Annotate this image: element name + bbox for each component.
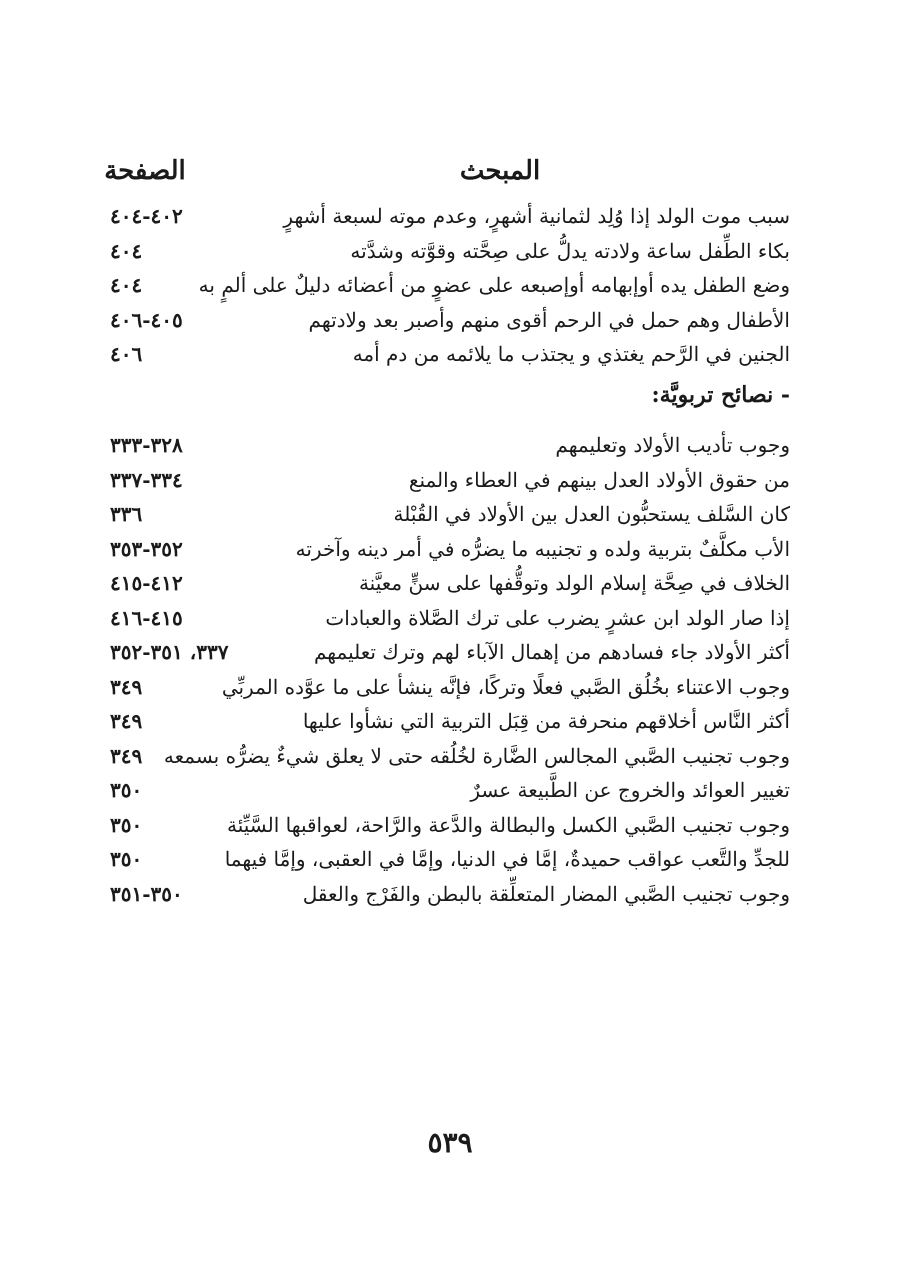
index-topic: الجنين في الرَّحم يغتذي و يجتذب ما يلائمه من دم أمه bbox=[352, 342, 790, 366]
index-list-educational bbox=[110, 428, 790, 911]
index-topic: من حقوق الأولاد العدل بينهم في العطاء والمنع bbox=[408, 467, 790, 492]
index-topic: كان السَّلف يستحبُّون العدل بين الأولاد في القُبْلة bbox=[393, 502, 790, 526]
index-pages: ٤١٥-٤١٦ bbox=[110, 605, 183, 630]
section-title: - نصائح تربويَّة: bbox=[651, 382, 790, 408]
index-pages: ٣٢٨-٣٣٣ bbox=[110, 433, 183, 457]
index-topic: سبب موت الولد إذا وُلِد لثمانية أشهرٍ، وعدم موته لسبعة أشهرٍ bbox=[283, 204, 790, 228]
index-row bbox=[110, 428, 790, 463]
index-topic: الأب مكلَّفٌ بتربية ولده و تجنيبه ما يضرُّه في أمر دينه وآخرته bbox=[295, 536, 790, 561]
index-topic: وجوب تجنيب الصَّبي الكسل والبطالة والدَّعة والرَّاحة، لعواقبها السَّيِّئة bbox=[227, 812, 790, 837]
index-row bbox=[110, 463, 790, 498]
index-pages: ٣٥٠ bbox=[110, 778, 143, 802]
index-pages: ٣٥٠-٣٥١ bbox=[110, 881, 183, 906]
index-pages: ٤٠٦ bbox=[110, 342, 143, 366]
index-topic: وجوب تجنيب الصَّبي المجالس الضَّارة لخُلُقه حتى لا يعلق شيءٌ يضرُّه بسمعه bbox=[163, 743, 790, 768]
index-row bbox=[110, 842, 790, 877]
index-pages: ٣٥٠ bbox=[110, 812, 143, 837]
index-list-medical bbox=[110, 199, 790, 372]
index-row bbox=[110, 670, 790, 705]
index-pages: ٤٠٤ bbox=[110, 273, 143, 297]
index-topic: إذا صار الولد ابن عشرٍ يضرب على ترك الصَّلاة والعبادات bbox=[325, 605, 790, 630]
index-pages: ٣٤٩ bbox=[110, 709, 143, 733]
index-row bbox=[110, 808, 790, 843]
column-header-topic: المبحث bbox=[459, 156, 541, 186]
index-pages: ٣٤٩ bbox=[110, 743, 143, 768]
index-row bbox=[110, 497, 790, 532]
index-row bbox=[110, 303, 790, 338]
index-row bbox=[110, 234, 790, 269]
index-pages: ٣٣٧، ٣٥١-٣٥٢ bbox=[110, 640, 229, 664]
index-pages: ٣٥٢-٣٥٣ bbox=[110, 536, 183, 561]
index-topic: للجدِّ والتَّعب عواقب حميدةٌ، إمَّا في الدنيا، وإمَّا في العقبى، وإمَّا فيهما bbox=[224, 847, 790, 871]
index-topic: الأطفال وهم حمل في الرحم أقوى منهم وأصبر بعد ولادتهم bbox=[308, 307, 790, 332]
index-pages: ٣٣٤-٣٣٧ bbox=[110, 467, 183, 492]
index-pages: ٤٠٢-٤٠٤ bbox=[110, 204, 183, 228]
column-header-page: الصفحة bbox=[104, 156, 186, 186]
index-pages: ٣٤٩ bbox=[110, 674, 143, 699]
page-number: ٥٣٩ bbox=[427, 1126, 473, 1159]
index-row bbox=[110, 635, 790, 670]
index-topic: وجوب الاعتناء بخُلُق الصَّبي فعلًا وتركًا، فإنَّه ينشأ على ما عوَّده المربِّي bbox=[221, 674, 790, 699]
index-row bbox=[110, 877, 790, 912]
index-topic: وجوب تأديب الأولاد وتعليمهم bbox=[555, 433, 790, 457]
index-row bbox=[110, 532, 790, 567]
index-pages: ٤٠٥-٤٠٦ bbox=[110, 307, 183, 332]
index-pages: ٤١٢-٤١٥ bbox=[110, 571, 183, 595]
index-row bbox=[110, 704, 790, 739]
index-row bbox=[110, 773, 790, 808]
index-row bbox=[110, 601, 790, 636]
index-pages: ٣٥٠ bbox=[110, 847, 143, 871]
index-topic: تغيير العوائد والخروج عن الطَّبيعة عسرٌ bbox=[470, 778, 790, 802]
index-topic: أكثر الأولاد جاء فسادهم من إهمال الآباء لهم وترك تعليمهم bbox=[313, 640, 790, 664]
index-topic: أكثر النَّاس أخلاقهم منحرفة من قِبَل التربية التي نشأوا عليها bbox=[302, 709, 790, 733]
index-row bbox=[110, 566, 790, 601]
index-row bbox=[110, 337, 790, 372]
index-topic: بكاء الطِّفل ساعة ولادته يدلُّ على صِحَّته وقوَّته وشدَّته bbox=[350, 238, 790, 263]
index-topic: الخلاف في صِحَّة إسلام الولد وتوقُّفها على سنٍّ معيَّنة bbox=[358, 571, 790, 595]
index-topic: وجوب تجنيب الصَّبي المضار المتعلِّقة بالبطن والفَرْج والعقل bbox=[302, 881, 790, 906]
index-row bbox=[110, 739, 790, 774]
index-row bbox=[110, 268, 790, 303]
index-row bbox=[110, 199, 790, 234]
index-pages: ٤٠٤ bbox=[110, 238, 143, 263]
index-topic: وضع الطفل يده أوإبهامه أوإصبعه على عضوٍ من أعضائه دليلٌ على ألمٍ به bbox=[198, 273, 790, 297]
index-pages: ٣٣٦ bbox=[110, 502, 143, 526]
